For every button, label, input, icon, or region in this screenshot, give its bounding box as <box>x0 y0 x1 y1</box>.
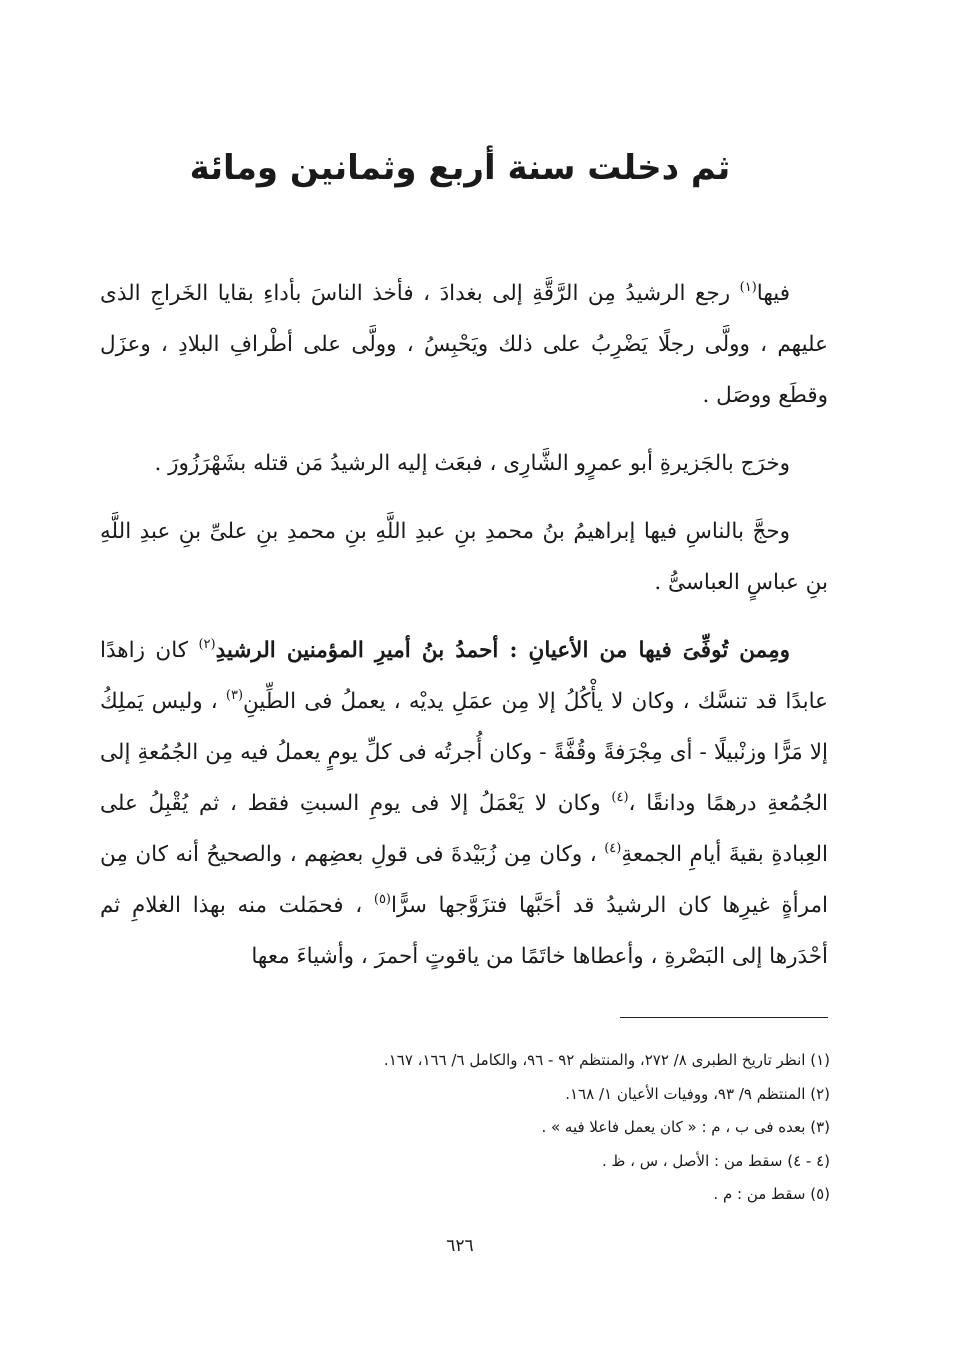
paragraph-4-segment-2: ، وليس يَملِكُ إلا مَرًّا وزنْبيلًا - أى مِجْرَفةً وقُفَّةً - وكان أُجرتُه فى كلِّ يومٍ يعملُ فيه مِن الجُمُعةِ إلى الجُمُعةِ درهمًا ودانقًا ، <box>100 689 828 816</box>
footnote-ref-3: (٣) <box>225 688 244 703</box>
footnote-ref-5: (٥) <box>373 892 391 907</box>
footnote-5: (٥) سقط من : م . <box>713 1185 830 1203</box>
footnote-divider <box>620 1017 828 1018</box>
footnote-ref-4-open: (٤) <box>611 790 629 805</box>
footnote-ref-1: (١) <box>739 280 757 295</box>
footnote-1: (١) انظر تاريخ الطبرى ٨/ ٢٧٢، والمنتظم ٩٢ - ٩٦، والكامل ٦/ ١٦٦، ١٦٧. <box>383 1051 830 1069</box>
footnotes <box>170 1044 830 1212</box>
paragraph-4 <box>100 625 828 982</box>
paragraph-4-segment-3: وكان لا يَعْمَلُ إلا فى يومِ السبتِ فقط ، ثم يُقْبِلُ على العِبادةِ بقيةَ أيامِ الجمعةِ <box>100 791 829 867</box>
paragraph-4-segment-4: ، وكان مِن زُبَيْدةَ فى قولِ بعضِهم ، والصحيحُ أنه كان مِن امرأةٍ غيرِها كان الرشيدُ قد أحَبَّها فتزَوَّجها سرًّا <box>100 842 828 918</box>
paragraph-4-heading: ومِمن تُوفِّىَ فيها من الأعيانِ : أحمدُ بنُ أميرِ المؤمنين الرشيدِ <box>215 638 790 663</box>
paragraph-3: وحجَّ بالناسِ فيها إبراهيمُ بنُ محمدِ بنِ عبدِ اللَّهِ بنِ محمدِ بنِ علىِّ بنِ عبدِ اللَّهِ بنِ عباسٍ العباسىُّ . <box>100 519 828 595</box>
footnote-3: (٣) بعده فى ب ، م : « كان يعمل فاعلا فيه » . <box>541 1118 830 1136</box>
paragraph-1 <box>100 268 828 421</box>
paragraph-2: وخرَج بالجَزيرةِ أبو عمرٍو الشَّارِى ، فبعَث إليه الرشيدُ مَن قتله بشَهْرَزُورَ . <box>154 451 790 476</box>
paragraph-1-start: فيها <box>756 281 790 306</box>
footnote-ref-2: (٢) <box>198 637 216 652</box>
chapter-title: ثم دخلت سنة أربع وثمانين ومائة <box>189 148 731 188</box>
paragraph-4-segment-5: ، فحمَلت منه بهذا الغلامِ ثم أحْدَرها إلى البَصْرةِ ، وأعطاها خاتَمًا من ياقوتٍ أحمرَ ، وأشياءَ معها <box>100 893 828 969</box>
paragraph-1-text: رجع الرشيدُ مِن الرَّقَّةِ إلى بغدادَ ، فأخذ الناسَ بأداءِ بقايا الخَراجِ الذى عليهم ، وولَّى رجلًا يَضْرِبُ على ذلك ويَحْبِسُ ، وولَّى على أطْرافِ البلادِ ، وعزَل وقطَع ووصَل . <box>100 281 828 408</box>
footnote-2: (٢) المنتظم ٩/ ٩٣، ووفيات الأعيان ١/ ١٦٨. <box>565 1084 830 1103</box>
footnote-ref-4-close: (٤) <box>604 841 622 856</box>
paragraph-4-segment-1: كان زاهدًا عابدًا قد تنسَّك ، وكان لا يأْكُلُ إلا مِن عمَلِ يديْه ، يعملُ فى الطِّينِ <box>100 638 828 714</box>
footnote-4: (٤ - ٤) سقط من : الأصل ، س ، ظ . <box>601 1151 830 1170</box>
page-number: ٦٢٦ <box>446 1236 474 1256</box>
main-text <box>100 268 828 982</box>
